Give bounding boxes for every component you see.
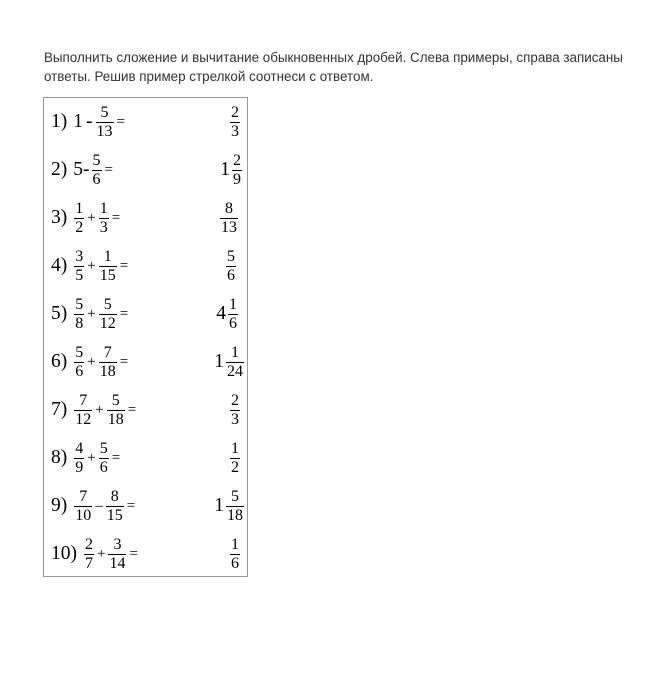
denominator: 6 bbox=[99, 458, 108, 476]
numerator: 3 bbox=[75, 247, 84, 265]
answer-fraction bbox=[230, 440, 240, 477]
answer-fraction bbox=[230, 536, 240, 573]
exercise-row-8 bbox=[44, 434, 249, 482]
equals-sign: = bbox=[126, 497, 136, 514]
denominator: 24 bbox=[227, 362, 243, 380]
equals-sign: = bbox=[119, 305, 129, 322]
fraction bbox=[99, 296, 117, 333]
answer-fraction bbox=[220, 200, 238, 237]
numerator: 8 bbox=[110, 487, 119, 505]
expression bbox=[51, 338, 130, 386]
expression bbox=[51, 530, 140, 578]
exercise-row-9 bbox=[44, 482, 249, 530]
expression bbox=[51, 194, 122, 242]
denominator: 5 bbox=[75, 266, 84, 284]
denominator: 6 bbox=[227, 266, 235, 284]
expression bbox=[51, 386, 138, 434]
fraction bbox=[96, 104, 114, 141]
expression bbox=[51, 434, 122, 482]
exercise-row-1 bbox=[44, 98, 249, 146]
fraction bbox=[99, 344, 117, 381]
equals-sign: = bbox=[104, 161, 113, 178]
exercise-number: 5) bbox=[51, 303, 68, 324]
denominator: 7 bbox=[85, 554, 93, 572]
numerator: 7 bbox=[79, 391, 88, 409]
operator: + bbox=[87, 353, 96, 370]
denominator: 15 bbox=[99, 266, 116, 284]
answer-whole: 4 bbox=[216, 303, 226, 324]
exercise-number: 3) bbox=[51, 207, 68, 228]
operator: - bbox=[86, 111, 93, 132]
numerator: 1 bbox=[75, 199, 84, 217]
operator: + bbox=[95, 401, 104, 418]
equals-sign: = bbox=[111, 449, 121, 466]
numerator: 1 bbox=[99, 199, 108, 217]
numerator: 5 bbox=[103, 295, 112, 313]
denominator: 12 bbox=[99, 314, 116, 332]
denominator: 15 bbox=[106, 506, 123, 524]
answer-fraction bbox=[232, 152, 242, 189]
numerator: 5 bbox=[92, 151, 101, 169]
denominator: 8 bbox=[75, 314, 84, 332]
answer-fraction bbox=[226, 488, 244, 525]
denominator: 13 bbox=[221, 218, 237, 236]
denominator: 12 bbox=[75, 410, 92, 428]
operator: + bbox=[87, 305, 96, 322]
fraction bbox=[84, 536, 94, 573]
operator: + bbox=[87, 257, 96, 274]
denominator: 3 bbox=[231, 410, 239, 428]
numerator: 5 bbox=[227, 247, 235, 265]
numerator: 1 bbox=[229, 295, 237, 313]
operator: + bbox=[97, 545, 106, 562]
fraction bbox=[74, 200, 84, 237]
answer bbox=[220, 146, 243, 194]
numerator: 5 bbox=[75, 343, 84, 361]
denominator: 18 bbox=[99, 362, 116, 380]
numerator: 7 bbox=[79, 487, 88, 505]
whole-part: 1 bbox=[73, 111, 83, 132]
denominator: 9 bbox=[233, 170, 241, 188]
numerator: 2 bbox=[231, 103, 239, 121]
exercise-number: 8) bbox=[51, 447, 68, 468]
answer-fraction bbox=[228, 296, 238, 333]
operator: + bbox=[87, 449, 96, 466]
equals-sign: = bbox=[129, 545, 138, 562]
answer bbox=[229, 530, 241, 578]
exercise-row-4 bbox=[44, 242, 249, 290]
fraction bbox=[74, 392, 92, 429]
numerator: 7 bbox=[103, 343, 112, 361]
exercise-row-5 bbox=[44, 290, 249, 338]
fraction bbox=[74, 488, 92, 525]
numerator: 1 bbox=[231, 439, 239, 457]
numerator: 2 bbox=[85, 535, 93, 553]
answer bbox=[225, 242, 237, 290]
denominator: 6 bbox=[229, 314, 237, 332]
answer bbox=[219, 194, 239, 242]
numerator: 1 bbox=[231, 535, 239, 553]
answer-fraction bbox=[226, 344, 244, 381]
equals-sign: = bbox=[119, 257, 129, 274]
answer-fraction bbox=[230, 104, 240, 141]
answer-whole: 1 bbox=[214, 495, 224, 516]
answer bbox=[216, 290, 239, 338]
expression bbox=[51, 482, 137, 530]
exercise-number: 7) bbox=[51, 399, 68, 420]
equals-sign: = bbox=[127, 401, 137, 418]
answer bbox=[214, 482, 245, 530]
exercise-number: 4) bbox=[51, 255, 68, 276]
operator: + bbox=[87, 209, 96, 226]
numerator: 5 bbox=[111, 391, 120, 409]
denominator: 18 bbox=[227, 506, 243, 524]
denominator: 10 bbox=[75, 506, 92, 524]
numerator: 5 bbox=[75, 295, 84, 313]
answer-whole: 1 bbox=[214, 351, 224, 372]
numerator: 2 bbox=[233, 151, 241, 169]
denominator: 6 bbox=[92, 170, 101, 188]
answer bbox=[229, 98, 241, 146]
fraction bbox=[108, 536, 126, 573]
answer bbox=[229, 434, 241, 482]
numerator: 5 bbox=[99, 439, 108, 457]
fraction bbox=[74, 344, 84, 381]
denominator: 14 bbox=[109, 554, 126, 572]
denominator: 6 bbox=[231, 554, 239, 572]
exercise-table bbox=[43, 97, 248, 577]
exercise-row-7 bbox=[44, 386, 249, 434]
numerator: 5 bbox=[231, 487, 239, 505]
fraction bbox=[106, 488, 124, 525]
denominator: 9 bbox=[75, 458, 84, 476]
whole-part: 5- bbox=[73, 159, 90, 180]
denominator: 2 bbox=[231, 458, 239, 476]
expression bbox=[51, 98, 127, 146]
fraction bbox=[107, 392, 125, 429]
equals-sign: = bbox=[111, 209, 121, 226]
numerator: 2 bbox=[231, 391, 239, 409]
denominator: 3 bbox=[231, 122, 239, 140]
fraction bbox=[74, 248, 84, 285]
expression bbox=[51, 290, 130, 338]
denominator: 2 bbox=[75, 218, 84, 236]
exercise-number: 10) bbox=[51, 543, 77, 564]
exercise-row-2 bbox=[44, 146, 249, 194]
numerator: 3 bbox=[113, 535, 122, 553]
exercise-number: 2) bbox=[51, 159, 68, 180]
fraction bbox=[92, 152, 102, 189]
fraction bbox=[74, 440, 84, 477]
denominator: 3 bbox=[99, 218, 108, 236]
fraction bbox=[99, 440, 109, 477]
answer bbox=[214, 338, 245, 386]
expression bbox=[51, 242, 130, 290]
equals-sign: = bbox=[116, 113, 125, 130]
answer bbox=[229, 386, 241, 434]
denominator: 13 bbox=[96, 122, 113, 140]
numerator: 8 bbox=[225, 199, 233, 217]
exercise-number: 6) bbox=[51, 351, 68, 372]
numerator: 5 bbox=[100, 103, 109, 121]
answer-fraction bbox=[226, 248, 236, 285]
numerator: 1 bbox=[103, 247, 112, 265]
denominator: 18 bbox=[107, 410, 124, 428]
answer-fraction bbox=[230, 392, 240, 429]
exercise-number: 9) bbox=[51, 495, 68, 516]
task-instruction: Выполнить сложение и вычитание обыкновенных дробей. Слева примеры, справа записаны ответы. Решив пример стрелкой соотнеси с ответом. bbox=[44, 50, 623, 84]
expression bbox=[51, 146, 115, 194]
fraction bbox=[99, 200, 109, 237]
exercise-row-3 bbox=[44, 194, 249, 242]
exercise-row-6 bbox=[44, 338, 249, 386]
numerator: 1 bbox=[231, 343, 239, 361]
answer-whole: 1 bbox=[220, 159, 230, 180]
operator: – bbox=[95, 497, 103, 514]
denominator: 6 bbox=[75, 362, 84, 380]
equals-sign: = bbox=[119, 353, 129, 370]
exercise-row-10 bbox=[44, 530, 249, 578]
fraction bbox=[74, 296, 84, 333]
exercise-number: 1) bbox=[51, 111, 68, 132]
fraction bbox=[99, 248, 117, 285]
numerator: 4 bbox=[75, 439, 84, 457]
